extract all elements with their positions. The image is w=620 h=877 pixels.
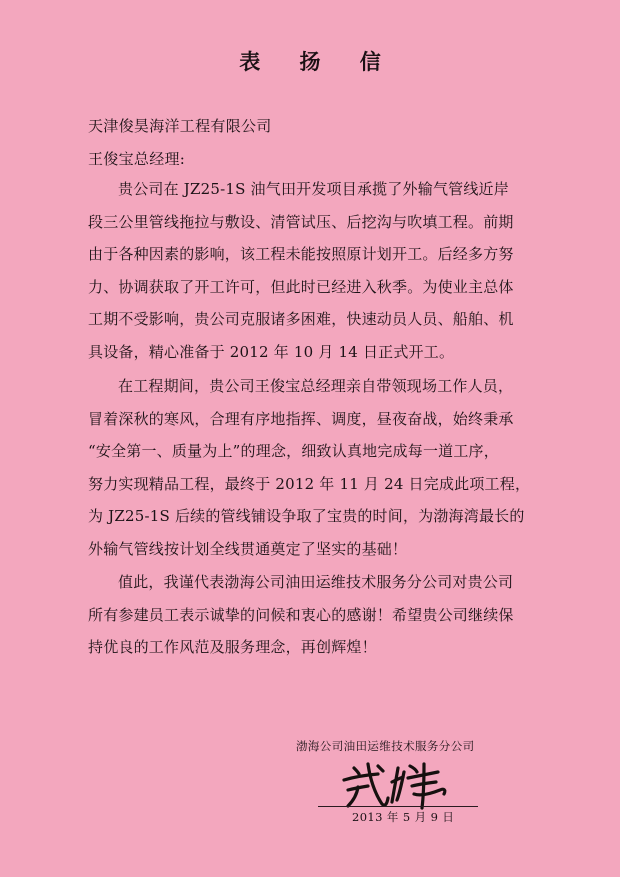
body-paragraph-3 [88,566,554,664]
paragraph-line: 所有参建员工表示诚挚的问候和衷心的感谢！希望贵公司继续保 [88,605,514,624]
body-paragraph-1 [88,173,554,368]
paragraph-line: 持优良的工作风范及服务理念，再创辉煌！ [88,638,377,656]
body-paragraph-2 [88,370,554,565]
paragraph-line: 值此，我谨代表渤海公司油田运维技术服务分公司对贵公司 [118,573,514,591]
paragraph-line: 工期不受影响，贵公司克服诸多困难，快速动员人员、船舶、机 [88,310,514,328]
paragraph-line: “安全第一、质量为上”的理念，细致认真地完成每一道工序， [88,442,499,460]
paragraph-line: 努力实现精品工程，最终于 2012 年 11 月 24 日完成此项工程， [88,474,531,493]
paragraph-line: 力、协调获取了开工许可，但此时已经进入秋季。为使业主总体 [88,277,514,296]
paragraph-line: 具设备，精心准备于 2012 年 10 月 14 日正式开工。 [88,342,455,361]
signature-line [318,806,478,807]
paragraph-line: 贵公司在 JZ25-1S 油气田开发项目承揽了外输气管线近岸 [118,180,509,198]
paragraph-line: 外输气管线按计划全线贯通奠定了坚实的基础！ [88,539,408,558]
sender-organization: 渤海公司油田运维技术服务分公司 [296,739,475,753]
letter-date: 2013 年 5 月 9 日 [352,810,455,824]
paragraph-line: 在工程期间，贵公司王俊宝总经理亲自带领现场工作人员， [118,377,514,395]
handwritten-signature [340,760,450,812]
salutation: 王俊宝总经理: [88,150,186,168]
paragraph-line: 冒着深秋的寒风，合理有序地指挥、调度，昼夜奋战，始终秉承 [88,409,514,428]
recipient-company: 天津俊昊海洋工程有限公司 [88,117,272,135]
paragraph-line: 由于各种因素的影响，该工程未能按照原计划开工。后经多方努 [88,245,514,263]
paragraph-line: 为 JZ25-1S 后续的管线铺设争取了宝贵的时间，为渤海湾最长的 [88,507,525,525]
paragraph-line: 段三公里管线拖拉与敷设、清管试压、后挖沟与吹填工程。前期 [88,212,514,231]
letter-title: 表 扬 信 [239,50,397,74]
